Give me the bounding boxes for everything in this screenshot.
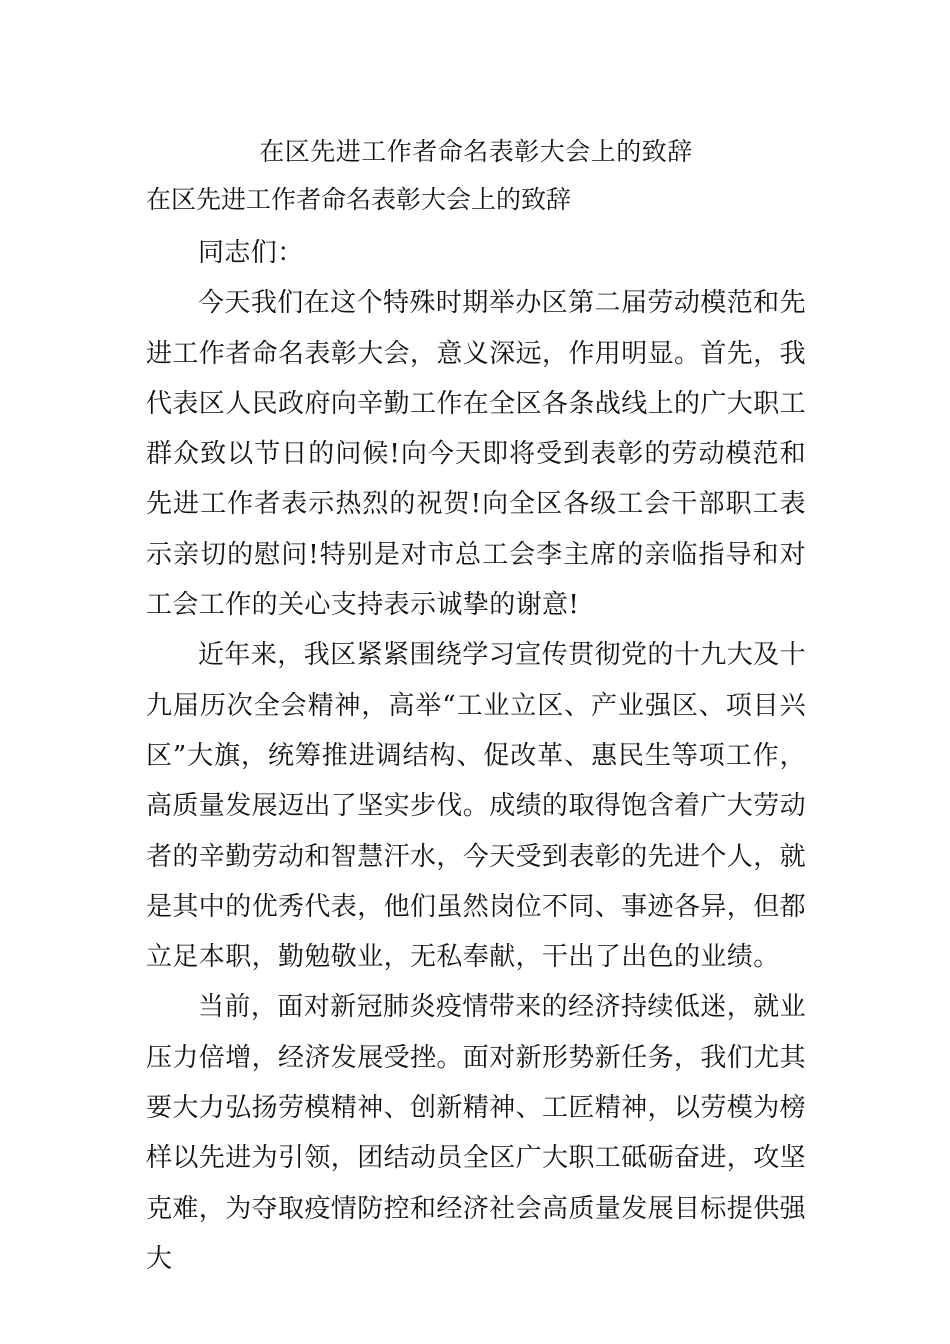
paragraph-2: 近年来，我区紧紧围绕学习宣传贯彻党的十九大及十九届历次全会精神，高举“工业立区、产业强区、项目兴区”大旗，统筹推进调结构、促改革、惠民生等项工作，高质量发展迈出了坚实步伐。成绩的取得饱含着广大劳动者的辛勤劳动和智慧汗水，今天受到表彰的先进个人，就是其中的优秀代表，他们虽然岗位不同、事迹各异，但都立足本职，勤勉敬业，无私奉献，干出了出色的业绩。 bbox=[146, 640, 807, 973]
document-title: 在区先进工作者命名表彰大会上的致辞 bbox=[259, 137, 693, 166]
document-subtitle: 在区先进工作者命名表彰大会上的致辞 bbox=[146, 185, 572, 214]
paragraph-1: 今天我们在这个特殊时期举办区第二届劳动模范和先进工作者命名表彰大会，意义深远，作用明显。首先，我代表区人民政府向辛勤工作在全区各条战线上的广大职工群众致以节日的问候!向今天即将受到表彰的劳动模范和先进工作者表示热烈的祝贺!向全区各级工会干部职工表示亲切的慰问!特别是对市总工会李主席的亲临指导和对工会工作的关心支持表示诚挚的谢意! bbox=[146, 288, 807, 621]
document-body bbox=[146, 228, 806, 1284]
salutation: 同志们： bbox=[198, 238, 304, 268]
paragraph-3: 当前，面对新冠肺炎疫情带来的经济持续低迷，就业压力倍增，经济发展受挫。面对新形势新任务，我们尤其要大力弘扬劳模精神、创新精神、工匠精神，以劳模为榜样以先进为引领，团结动员全区广大职工砥砺奋进，攻坚克难，为夺取疫情防控和经济社会高质量发展目标提供强大 bbox=[146, 992, 807, 1274]
